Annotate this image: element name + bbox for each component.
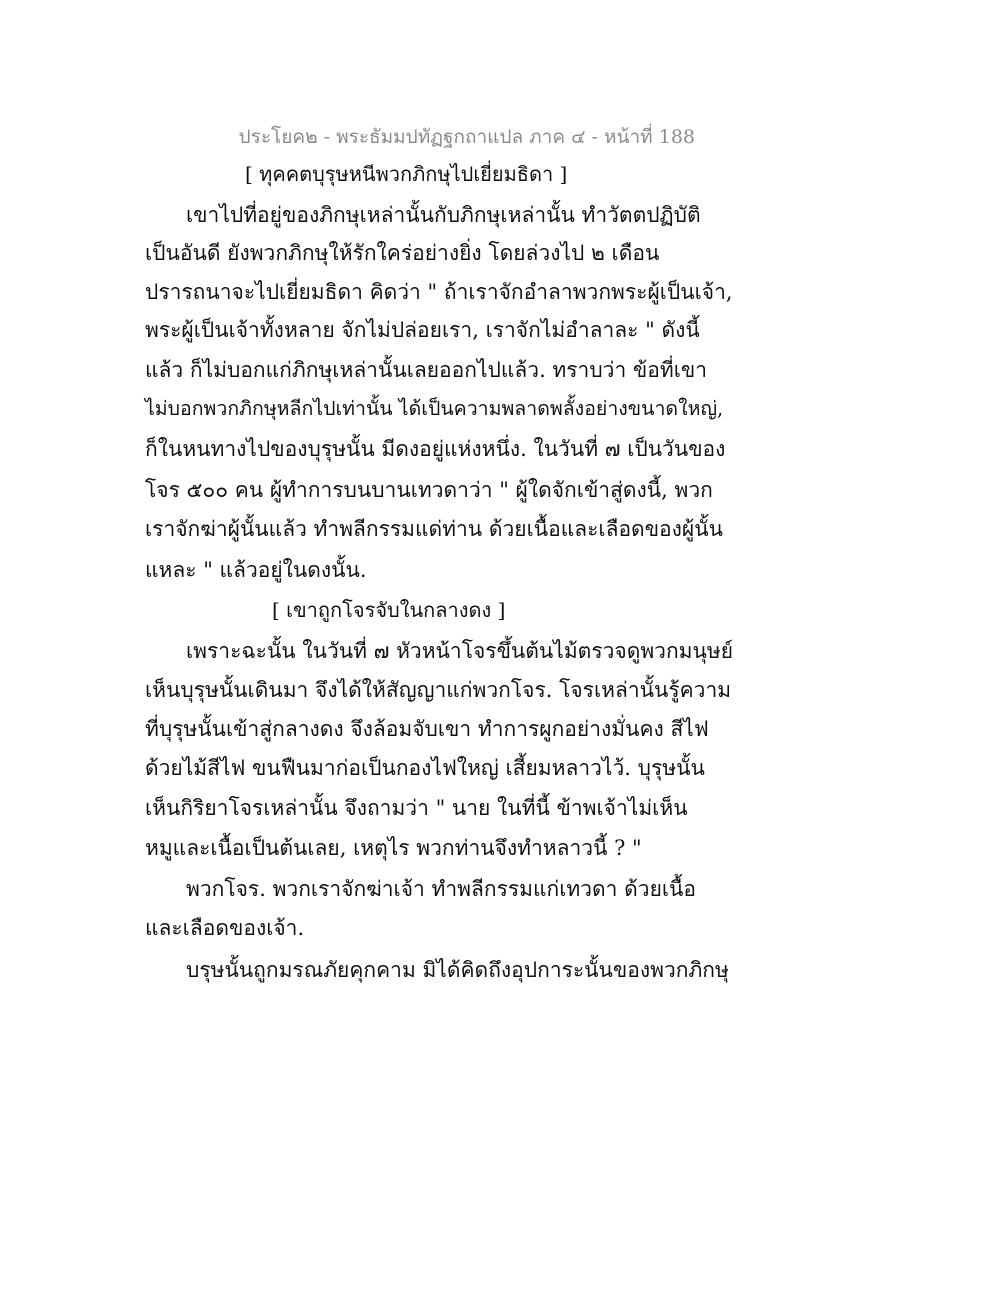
text-line: พระผู้เป็นเจ้าทั้งหลาย จักไม่ปล่อยเรา, เราจักไม่อำลาละ " ดังนี้ — [145, 318, 700, 342]
page-header: ประโยค๒ - พระธัมมปทัฏฐกถาแปล ภาค ๔ - หน้าที่ 188 — [238, 126, 695, 148]
text-line: เพราะฉะนั้น ในวันที่ ๗ หัวหน้าโจรขึ้นต้นไม้ตรวจดูพวกมนุษย์ — [186, 639, 734, 663]
text-line: เราจักฆ่าผู้นั้นแล้ว ทำพลีกรรมแด่ท่าน ด้วยเนื้อและเลือดของผู้นั้น — [145, 517, 723, 541]
text-line: พวกโจร. พวกเราจักฆ่าเจ้า ทำพลีกรรมแก่เทวดา ด้วยเนื้อ — [186, 877, 697, 901]
text-line: หมูและเนื้อเป็นต้นเลย, เหตุไร พวกท่านจึงทำหลาวนี้ ? " — [145, 836, 642, 860]
text-line: และเลือดของเจ้า. — [145, 916, 305, 940]
text-line: ก็ในหนทางไปของบุรุษนั้น มีดงอยู่แห่งหนึ่ง. ในวันที่ ๗ เป็นวันของ — [145, 437, 726, 461]
text-line: แล้ว ก็ไม่บอกแก่ภิกษุเหล่านั้นเลยออกไปแล้ว. ทราบว่า ข้อที่เขา — [145, 358, 708, 382]
text-line: เขาไปที่อยู่ของภิกษุเหล่านั้นกับภิกษุเหล่านั้น ทำวัตตปฏิบัติ — [186, 203, 701, 227]
text-line: บรุษนั้นถูกมรณภัยคุกคาม มิได้คิดถึงอุปการะนั้นของพวกภิกษุ — [186, 958, 729, 982]
section-heading: [ ทุคคตบุรุษหนีพวกภิกษุไปเยี่ยมธิดา ] — [245, 162, 568, 186]
text-line: ไม่บอกพวกภิกษุหลีกไปเท่านั้น ได้เป็นความพลาดพลั้งอย่างขนาดใหญ่, — [145, 397, 724, 420]
text-line: ที่บุรุษนั้นเข้าสู่กลางดง จึงล้อมจับเขา ทำการผูกอย่างมั่นคง สีไฟ — [145, 717, 709, 741]
text-line: ปรารถนาจะไปเยี่ยมธิดา คิดว่า " ถ้าเราจักอำลาพวกพระผู้เป็นเจ้า, — [145, 280, 733, 304]
text-line: โจร ๕๐๐ คน ผู้ทำการบนบานเทวดาว่า " ผู้ใดจักเข้าสู่ดงนี้, พวก — [145, 478, 713, 502]
text-line: แหละ " แล้วอยู่ในดงนั้น. — [145, 558, 367, 582]
text-line: เห็นบุรุษนั้นเดินมา จึงได้ให้สัญญาแก่พวกโจร. โจรเหล่านั้นรู้ความ — [145, 678, 732, 702]
section-heading: [ เขาถูกโจรจับในกลางดง ] — [272, 598, 506, 622]
text-line: ด้วยไม้สีไฟ ขนฟืนมาก่อเป็นกองไฟใหญ่ เสี้ยมหลาวไว้. บุรุษนั้น — [145, 756, 705, 780]
text-line: เป็นอันดี ยังพวกภิกษุให้รักใคร่อย่างยิ่ง โดยล่วงไป ๒ เดือน — [145, 241, 660, 265]
text-line: เห็นกิริยาโจรเหล่านั้น จึงถามว่า " นาย ในที่นี้ ข้าพเจ้าไม่เห็น — [145, 796, 688, 820]
